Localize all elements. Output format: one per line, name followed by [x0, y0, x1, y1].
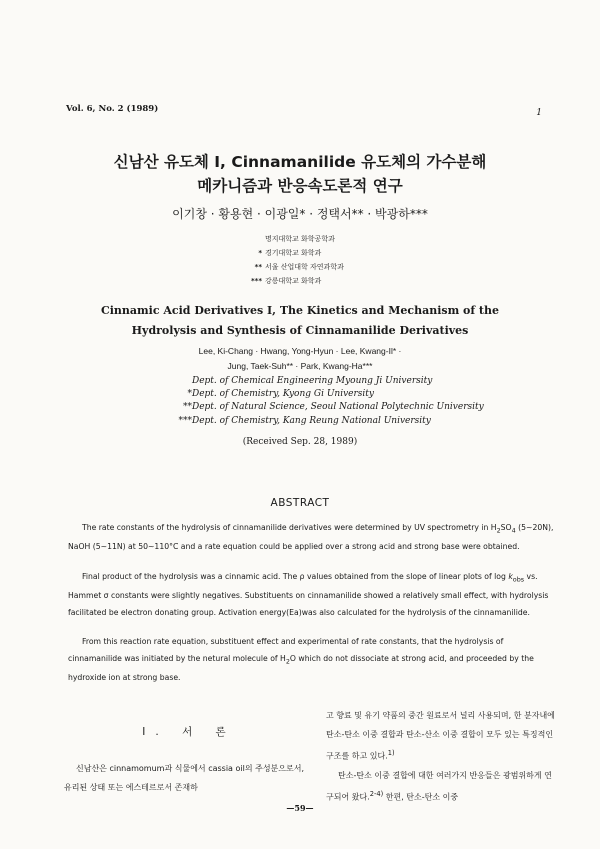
affiliation-text: Dept. of Chemical Engineering Myoung Ji University [192, 376, 433, 386]
introduction-text-right-1: 고 향료 및 유기 약품의 중간 원료로서 널리 사용되며, 한 분자내에 탄소-탄소 이중 결합과 탄소-산소 이중 결합이 모두 있는 특징적인 구조를 하고 있다.$^{1)}$ [326, 711, 555, 761]
english-authors-line-2: Jung, Taek-Suh** · Park, Kwang-Ha*** [227, 361, 373, 371]
affiliation-text: 명지대학교 화학공학과 [265, 235, 335, 243]
affiliation-mark: ** [254, 263, 262, 271]
affiliation-mark: *** [178, 415, 192, 426]
affiliation-mark: *** [251, 277, 262, 285]
affiliation-text: Dept. of Natural Science, Seoul National Polytechnic University [192, 402, 484, 413]
affiliation-text: 경기대학교 화학과 [265, 249, 322, 257]
korean-affiliation [246, 246, 344, 260]
affiliation-mark: ** [183, 402, 192, 413]
english-authors-line-1: Lee, Ki-Chang · Hwang, Yong-Hyun · Lee, Kwang-Il* · [198, 346, 402, 356]
citation: 1) [387, 749, 395, 757]
korean-affiliation [246, 232, 344, 246]
introduction-text-right-2: 탄소-탄소 이중 결합에 대한 여러가지 반응들은 광범위하게 연구되어 왔다.$^{2-4)}$ 한편, 탄소-탄소 이중 [326, 770, 552, 802]
english-affiliation [170, 415, 484, 428]
introduction-text-left: 신남산은 cinnamomum과 식물에서 cassia oil의 주성분으로서, 유리된 상태 또는 에스테르로서 존재하 [64, 764, 305, 792]
affiliation-mark: * [187, 389, 192, 400]
english-title-line-1: Cinnamic Acid Derivatives I, The Kinetics and Mechanism of the [100, 304, 500, 317]
korean-affiliations [246, 232, 344, 288]
section-heading-introduction: I. 서 론 [142, 726, 236, 738]
page-number: —59— [286, 803, 314, 813]
korean-title-line-2: 메카니즘과 반응속도론적 연구 [197, 177, 403, 195]
page-mark: 1 [536, 108, 542, 118]
abstract-heading: ABSTRACT [270, 497, 330, 509]
right-column [326, 706, 556, 806]
affiliation-mark: * [258, 249, 262, 257]
english-affiliation [170, 388, 484, 401]
received-date: (Received Sep. 28, 1989) [242, 437, 358, 447]
english-affiliation [170, 375, 484, 388]
english-affiliation [170, 401, 484, 414]
citation: 2-4) [369, 789, 384, 798]
affiliation-text: Dept. of Chemistry, Kang Reung National University [192, 415, 431, 426]
english-title-line-2: Hydrolysis and Synthesis of Cinnamanilide Derivatives [131, 324, 469, 337]
abstract-paragraph-3: From this reaction rate equation, substituent effect and experimental of rate constants, that the hydrolysis of cinnamanilide was initiated by the netural molecule of $H_2O$ which do not dissociate at strong acid, and proceeded by the hydroxide ion at strong base. [68, 637, 534, 682]
affiliation-text: Dept. of Chemistry, Kyong Gi University [192, 389, 374, 400]
affiliation-text: 서울 산업대학 자연과학과 [265, 263, 344, 271]
left-column [64, 706, 314, 797]
affiliation-text: 강릉대학교 화학과 [265, 277, 322, 285]
korean-authors: 이기창 · 황용현 · 이광일* · 정택서** · 박광하*** [172, 207, 428, 221]
korean-title-line-1: 신남산 유도체 I, Cinnamanilide 유도체의 가수분해 [113, 153, 487, 171]
korean-affiliation [246, 260, 344, 274]
abstract-paragraph-2: Final product of the hydrolysis was a cinnamic acid. The ρ values obtained from the slope of linear plots of $\log k_{obs}$ vs. Hammet σ constants were slightly negatives. Substituents on cinnamanilide showed a relatively small effect, with hydrolysis facilitated be electron donating group. Activation energy(Ea)was also calculated for the hydrolysis of the cinnamanilide. [68, 572, 549, 617]
korean-affiliation [246, 274, 344, 288]
running-head: Vol. 6, No. 2 (1989) [66, 104, 159, 114]
abstract-paragraph-1: The rate constants of the hydrolysis of cinnamanilide derivatives were determined by UV spectrometry in $H_2SO_4$ (5~20N), NaOH (5~11N) at 50~110°C and a rate equation could be applied over a strong acid and strong base were obtained. [68, 523, 554, 552]
english-affiliations [170, 375, 484, 428]
